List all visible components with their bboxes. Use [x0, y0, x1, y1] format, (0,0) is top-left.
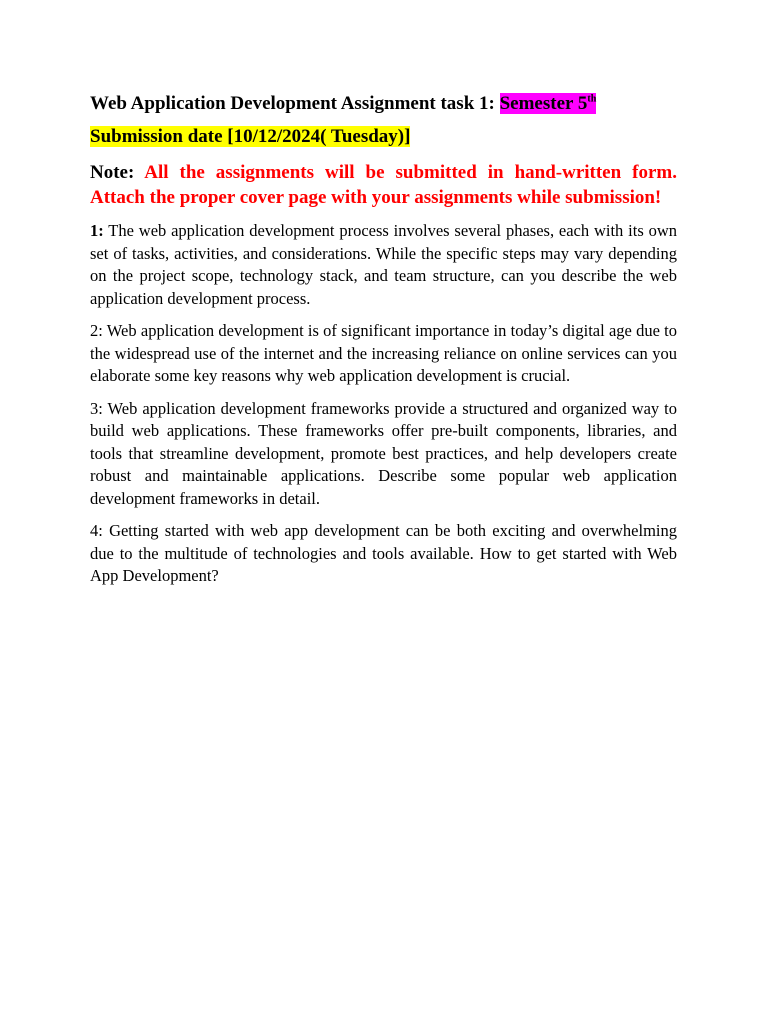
question-number: 4:	[90, 521, 103, 540]
question-text: Web application development frameworks provide a structured and organized way to build web applications. These frameworks offer pre-built components, libraries, and tools that streamline development, promote best practices, and help developers create robust and maintainable applications. Describe some popular web application development frameworks in detail.	[90, 398, 677, 508]
submission-date-line	[90, 124, 677, 150]
document-title	[90, 88, 677, 120]
submission-date: Submission date [10/12/2024( Tuesday)]	[90, 126, 411, 147]
question-text: The web application development process involves several phases, each with its own set of tasks, activities, and considerations. While the specific steps may vary depending on the project scope, technology stack, and team structure, can you describe the web application development process.	[90, 221, 677, 308]
question-number: 2:	[90, 321, 103, 340]
document-page	[90, 88, 677, 598]
question-number: 1:	[90, 221, 104, 240]
semester-highlight	[500, 93, 597, 114]
note-label: Note:	[90, 162, 145, 183]
question-4	[90, 520, 677, 588]
title-text: Web Application Development Assignment task 1:	[90, 93, 500, 114]
note-paragraph	[90, 160, 677, 210]
question-2	[90, 320, 677, 388]
question-number: 3:	[90, 398, 103, 418]
question-3	[90, 398, 677, 511]
note-text: All the assignments will be submitted in hand-written form. Attach the proper cover page with your assignments while submission!	[90, 162, 678, 208]
semester-superscript: th	[587, 93, 597, 105]
question-text: Web application development is of significant importance in today’s digital age due to the widespread use of the internet and the increasing reliance on online services can you elaborate some key reasons why web application development is crucial.	[90, 321, 677, 385]
question-text: Getting started with web app development can be both exciting and overwhelming due to the multitude of technologies and tools available. How to get started with Web App Development?	[90, 521, 677, 585]
semester-label: Semester 5	[499, 93, 588, 114]
question-1	[90, 220, 677, 310]
